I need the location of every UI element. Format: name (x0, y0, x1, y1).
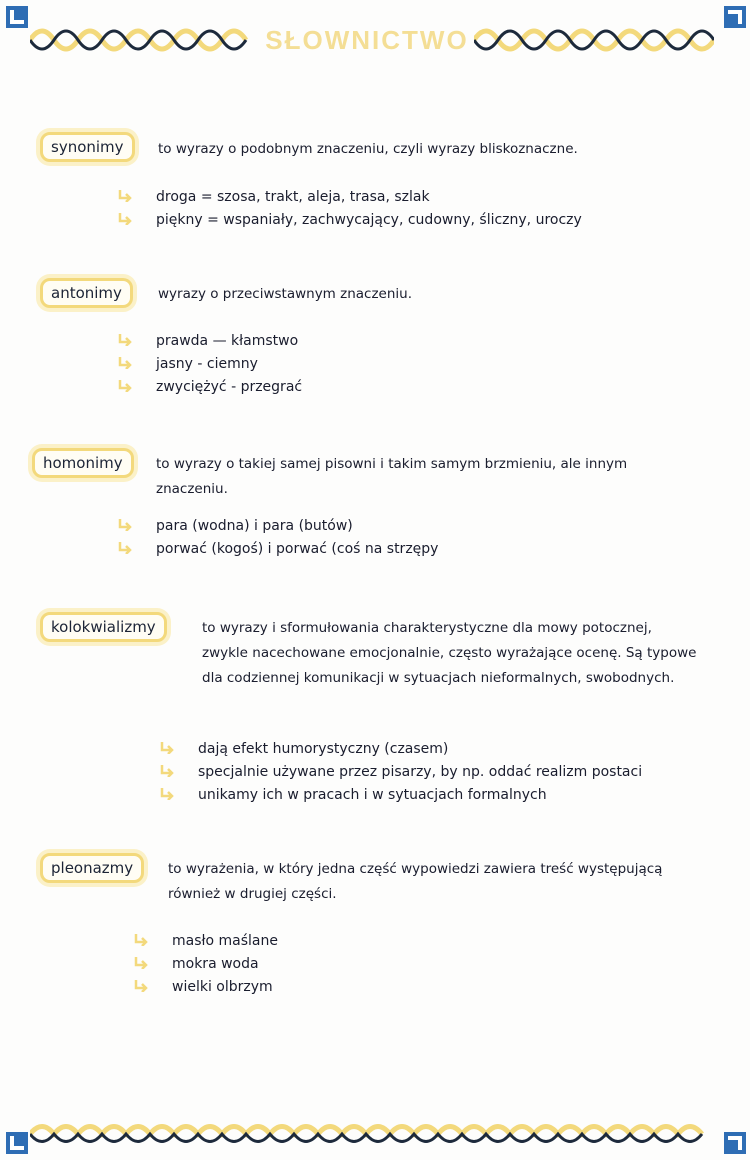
list-item: wielki olbrzym (134, 976, 278, 999)
arrow-icon (160, 788, 174, 800)
arrow-icon (118, 334, 132, 346)
definition-kolokwializmy: to wyrazy i sformułowania charakterystyczne dla mowy potocznej, zwykle nacechowane emocjonalnie, często wyrażające ocenę. Są typowe dla codziennej komunikacji w sytuacjach nieformalnych, swobodnych. (202, 620, 697, 686)
title-wave-left (30, 20, 260, 60)
definition-homonimy: to wyrazy o takiej samej pisowni i takim samym brzmieniu, ale innym znaczeniu. (156, 456, 628, 497)
list-item: para (wodna) i para (butów) (118, 515, 438, 538)
arrow-icon (118, 519, 132, 531)
list-item: unikamy ich w pracach i w sytuacjach formalnych (160, 784, 642, 807)
bottom-left-corner-icon (6, 1132, 28, 1154)
top-right-corner-icon (724, 6, 746, 28)
arrow-icon (134, 980, 148, 992)
examples-kolokwializmy (160, 738, 642, 807)
bottom-right-corner-icon (724, 1132, 746, 1154)
arrow-icon (160, 742, 174, 754)
arrow-icon (118, 542, 132, 554)
examples-antonimy (118, 330, 302, 399)
arrow-icon (118, 190, 132, 202)
term-antonimy: antonimy (40, 278, 133, 308)
arrow-icon (160, 765, 174, 777)
top-left-corner-icon (6, 6, 28, 28)
list-item: porwać (kogoś) i porwać (coś na strzępy (118, 538, 438, 561)
title-wave-right (474, 20, 714, 60)
list-item: mokra woda (134, 953, 278, 976)
term-pleonazmy: pleonazmy (40, 853, 144, 883)
arrow-icon (118, 357, 132, 369)
term-homonimy: homonimy (32, 448, 134, 478)
definition-antonimy: wyrazy o przeciwstawnym znaczeniu. (158, 286, 413, 302)
list-item: dają efekt humorystyczny (czasem) (160, 738, 642, 761)
list-item: masło maślane (134, 930, 278, 953)
page-title: SŁOWNICTWO (265, 25, 469, 55)
list-item: specjalnie używane przez pisarzy, by np. oddać realizm postaci (160, 761, 642, 784)
definition-pleonazmy: to wyrażenia, w który jedna część wypowiedzi zawiera treść występującą również w drugiej części. (168, 861, 663, 902)
definition-synonimy: to wyrazy o podobnym znaczeniu, czyli wyrazy bliskoznaczne. (158, 141, 578, 157)
examples-synonimy (118, 186, 582, 232)
term-kolokwializmy: kolokwializmy (40, 612, 167, 642)
arrow-icon (134, 957, 148, 969)
list-item: jasny - ciemny (118, 353, 302, 376)
examples-homonimy (118, 515, 438, 561)
list-item: prawda — kłamstwo (118, 330, 302, 353)
bottom-wave (30, 1116, 720, 1152)
term-synonimy: synonimy (40, 132, 135, 162)
list-item: piękny = wspaniały, zachwycający, cudowny, śliczny, uroczy (118, 209, 582, 232)
list-item: zwyciężyć - przegrać (118, 376, 302, 399)
arrow-icon (134, 934, 148, 946)
list-item: droga = szosa, trakt, aleja, trasa, szlak (118, 186, 582, 209)
arrow-icon (118, 213, 132, 225)
examples-pleonazmy (134, 930, 278, 999)
arrow-icon (118, 380, 132, 392)
